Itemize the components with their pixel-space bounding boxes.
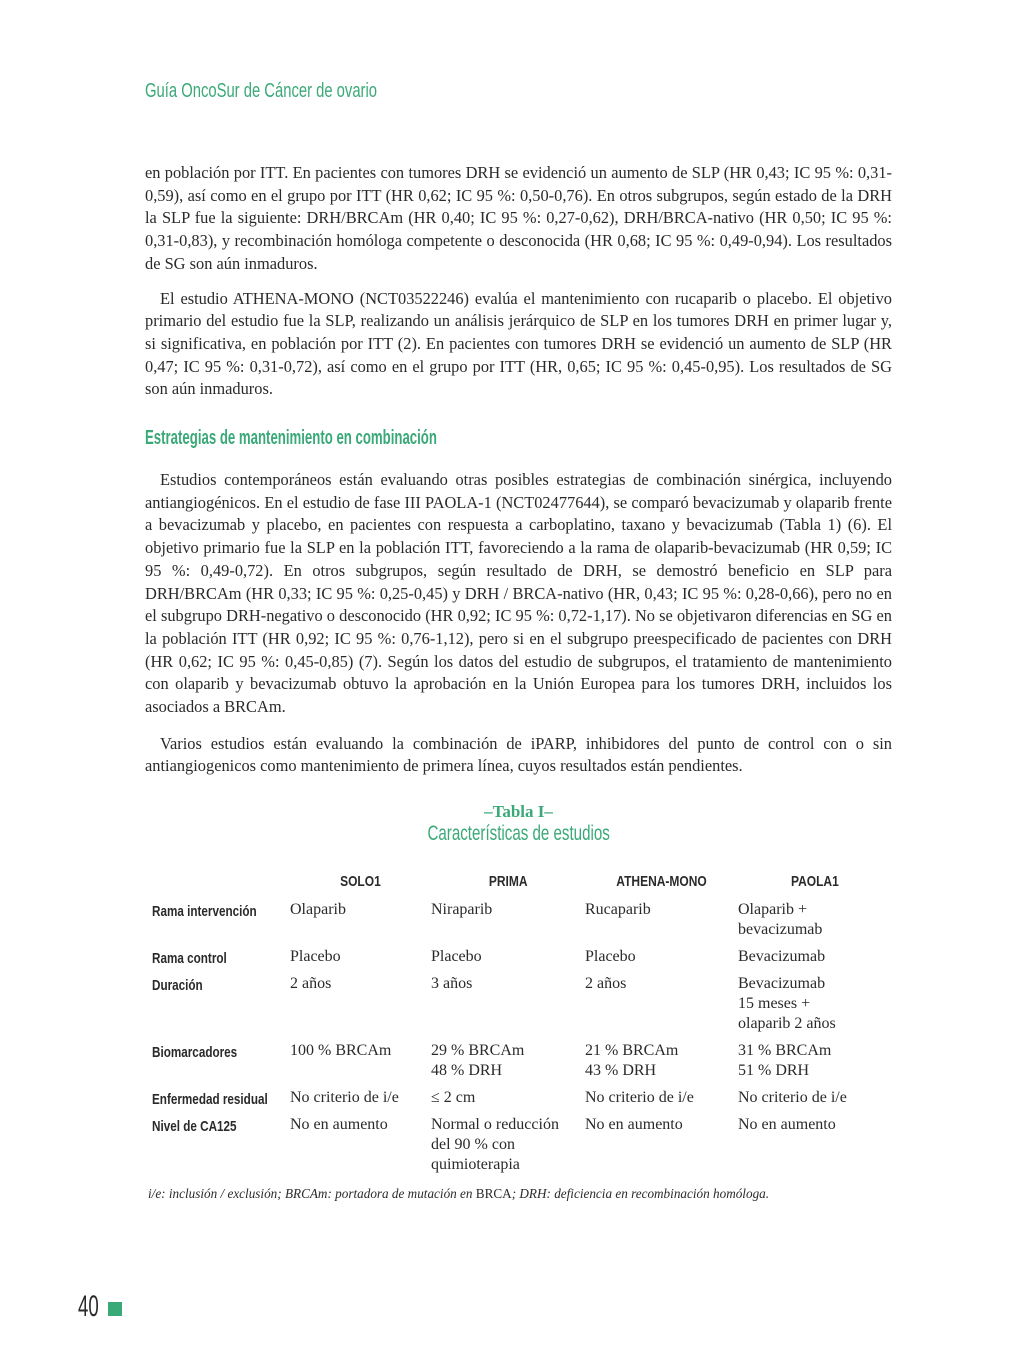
table-cell: [290, 947, 431, 974]
row-header: Rama intervención: [152, 903, 257, 921]
table-cell: [585, 1041, 738, 1088]
cell-line: Rucaparib: [585, 901, 651, 919]
cell-line: 15 meses +: [738, 995, 811, 1013]
table-cell: [738, 1041, 892, 1088]
column-header: ATHENA-MONO: [616, 873, 707, 891]
table-cell: [431, 1041, 585, 1088]
cell-line: Placebo: [290, 948, 341, 966]
table-cell: [738, 974, 892, 1041]
column-header: PRIMA: [488, 873, 528, 891]
table-cell: [290, 1088, 431, 1115]
table-row: [145, 900, 892, 947]
page-number: 40: [78, 1290, 99, 1323]
table-footnote: i/e: inclusión / exclusión; BRCAm: portadora de mutación en BRCA; DRH: deficiencia en recombinación homóloga.: [148, 1186, 770, 1202]
cell-line: No criterio de i/e: [290, 1089, 399, 1107]
cell-line: No en aumento: [290, 1116, 388, 1134]
section-heading: Estrategias de mantenimiento en combinación: [145, 427, 437, 450]
table-cell: [738, 1115, 892, 1182]
column-header: PAOLA1: [791, 873, 839, 891]
table-cell: [738, 947, 892, 974]
table-label: –Tabla I–: [484, 802, 553, 822]
cell-line: Olaparib: [290, 901, 346, 919]
studies-table: [145, 872, 892, 1182]
cell-line: Bevacizumab: [738, 948, 826, 966]
table-cell: [431, 1115, 585, 1182]
table-cell: [431, 974, 585, 1041]
table-row: [145, 1088, 892, 1115]
table-cell: [290, 974, 431, 1041]
table-cell: [585, 900, 738, 947]
cell-line: 2 años: [290, 975, 332, 993]
paragraph-iparp-combination: Varios estudios están evaluando la combinación de iPARP, inhibidores del punto de control con o sin antiangiogenicos como mantenimiento de primera línea, cuyos resultados están pendientes.: [145, 733, 892, 776]
cell-line: 31 % BRCAm: [738, 1042, 832, 1060]
cell-line: Placebo: [431, 948, 482, 966]
table-corner: [145, 872, 290, 900]
table-cell: [290, 1041, 431, 1088]
cell-line: No en aumento: [585, 1116, 683, 1134]
cell-line: olaparib 2 años: [738, 1015, 836, 1033]
cell-line: 21 % BRCAm: [585, 1042, 679, 1060]
table-cell: [431, 1088, 585, 1115]
running-header: Guía OncoSur de Cáncer de ovario: [145, 80, 378, 102]
table-cell: [585, 1115, 738, 1182]
cell-line: 100 % BRCAm: [290, 1042, 392, 1060]
table-cell: [290, 900, 431, 947]
row-header: Enfermedad residual: [152, 1091, 268, 1109]
cell-line: ≤ 2 cm: [431, 1089, 476, 1107]
cell-line: No criterio de i/e: [585, 1089, 694, 1107]
table-caption: [145, 802, 892, 846]
table-cell: [431, 900, 585, 947]
cell-line: 29 % BRCAm: [431, 1042, 525, 1060]
row-header: Rama control: [152, 950, 227, 968]
table-cell: [738, 1088, 892, 1115]
cell-line: Olaparib +: [738, 901, 807, 919]
table-cell: [585, 947, 738, 974]
cell-line: 48 % DRH: [431, 1062, 503, 1080]
main-content: [145, 162, 892, 1202]
cell-line: Normal o reducción: [431, 1116, 559, 1134]
table-cell: [585, 974, 738, 1041]
table-title: Características de estudios: [427, 822, 610, 846]
cell-line: 51 % DRH: [738, 1062, 810, 1080]
cell-line: quimioterapia: [431, 1156, 520, 1174]
table-row: [145, 1115, 892, 1182]
table-row: [145, 947, 892, 974]
cell-line: Placebo: [585, 948, 636, 966]
row-header: Nivel de CA125: [152, 1118, 237, 1136]
row-header: Biomarcadores: [152, 1044, 238, 1062]
paragraph-athena-mono: El estudio ATHENA-MONO (NCT03522246) evalúa el mantenimiento con rucaparib o placebo. El objetivo primario del estudio fue la SLP, realizando un análisis jerárquico de SLP en los tumores DRH en primer lugar y, si significativa, en población por ITT (2). En pacientes con tumores DRH se evidenció un aumento de SLP (HR 0,47; IC 95 %: 0,31-0,72), así como en el grupo por ITT (HR, 0,65; IC 95 %: 0,45-0,95). Los resultados de SG son aún inmaduros.: [145, 288, 892, 399]
table-row: [145, 974, 892, 1041]
cell-line: 3 años: [431, 975, 473, 993]
table-row: [145, 1041, 892, 1088]
cell-line: bevacizumab: [738, 921, 823, 939]
cell-line: No en aumento: [738, 1116, 836, 1134]
cell-line: del 90 % con: [431, 1136, 515, 1154]
page-marker-square: [108, 1302, 122, 1316]
cell-line: No criterio de i/e: [738, 1089, 847, 1107]
table-cell: [738, 900, 892, 947]
cell-line: Bevacizumab: [738, 975, 826, 993]
cell-line: 2 años: [585, 975, 627, 993]
table-cell: [585, 1088, 738, 1115]
paragraph-paola1: Estudios contemporáneos están evaluando otras posibles estrategias de combinación sinérgica, incluyendo antiangiogénicos. En el estudio de fase III PAOLA-1 (NCT02477644), se comparó bevacizumab y olaparib frente a bevacizumab y placebo, en pacientes con respuesta a carboplatino, taxano y bevacizumab (Tabla 1) (6). El objetivo primario fue la SLP en la población ITT, favoreciendo a la rama de olaparib-bevacizumab (HR 0,59; IC 95 %: 0,49-0,72). En otros subgrupos, según resultado de DRH, se demostró beneficio en SLP para DRH/BRCAm (HR 0,33; IC 95 %: 0,25-0,45) y DRH / BRCA-nativo (HR, 0,43; IC 95 %: 0,28-0,66), pero no en el subgrupo DRH-negativo o desconocido (HR 0,92; IC 95 %: 0,72-1,17). No se objetivaron diferencias en SG en la población ITT (HR 0,92; IC 95 %: 0,76-1,12), pero si en el subgrupo preespecificado de pacientes con DRH (HR 0,62; IC 95 %: 0,45-0,85) (7). Según los datos del estudio de subgrupos, el tratamiento de mantenimiento con olaparib y bevacizumab obtuvo la aprobación en la Unión Europea para los tumores DRH, incluidos los asociados a BRCAm.: [145, 470, 892, 717]
row-header: Duración: [152, 977, 203, 995]
paragraph-itt-results: en población por ITT. En pacientes con tumores DRH se evidenció un aumento de SLP (HR 0,43; IC 95 %: 0,31-0,59), así como en el grupo por ITT (HR 0,62; IC 95 %: 0,50-0,76). En otros subgrupos, según estado de la DRH la SLP fue la siguiente: DRH/BRCAm (HR 0,40; IC 95 %: 0,27-0,62), DRH/BRCA-nativo (HR 0,50; IC 95 %: 0,31-0,83), y recombinación homóloga competente o desconocida (HR 0,68; IC 95 %: 0,49-0,94). Los resultados de SG son aún inmaduros.: [145, 163, 892, 273]
cell-line: Niraparib: [431, 901, 493, 919]
table-cell: [431, 947, 585, 974]
table-cell: [290, 1115, 431, 1182]
table-header-row: [145, 872, 892, 900]
cell-line: 43 % DRH: [585, 1062, 657, 1080]
column-header: SOLO1: [340, 873, 381, 891]
